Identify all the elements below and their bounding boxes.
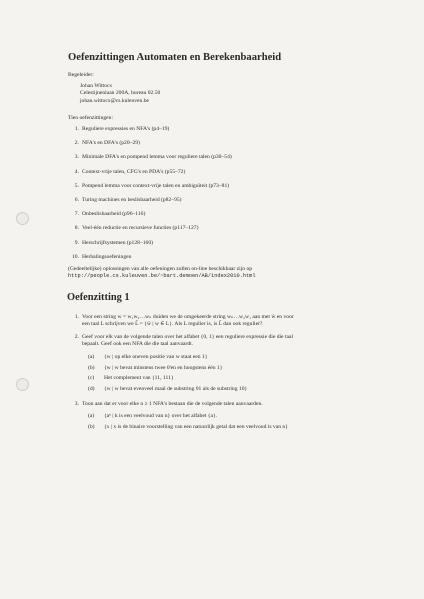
sub-item: (a) {w | op elke oneven positie van w staat een 1} — [88, 353, 208, 360]
punch-hole-top — [16, 212, 29, 225]
topic-item: 8. Veel-één reductie en recursieve functies (p117–127) — [74, 225, 199, 232]
topics-list — [68, 126, 368, 268]
solutions-url: http://people.cs.kuleuven.be/~bart.demoen/AB/index2010.html — [68, 273, 256, 280]
topic-item: 7. Onbeslisbaarheid (p96–116) — [74, 211, 146, 218]
exercise-body — [82, 334, 374, 397]
section-title: Oefenzitting 1 — [67, 292, 130, 303]
document-title: Oefenzittingen Automaten en Berekenbaarheid — [68, 52, 282, 63]
sub-item: (b) {x | x is de binaire voorstelling van een natuurlijk getal dat een veelvoud is van n} — [88, 424, 288, 431]
exercise-text-line: een taal L schrijven we L̂ = {ŵ | w ∈ L}. Als L regulier is, is L̂ dan ook regulier? — [82, 321, 263, 328]
solutions-note — [68, 266, 368, 281]
sub-item: (b) {w | w bevat minstens twee 0'en en hoogstens één 1} — [88, 364, 223, 371]
topics-intro: Tien oefenzittingen: — [68, 115, 114, 121]
supervisor-email: johan.wittocx@cs.kuleuven.be — [80, 97, 149, 104]
topic-item: 3. Minimale DFA's en pompend lemma voor reguliere talen (p30–54) — [74, 154, 232, 161]
supervisor-label: Begeleider: — [68, 72, 94, 78]
topic-item: 5. Pompend lemma voor context-vrije talen en ambiguïteit (p73–81) — [74, 182, 230, 189]
exercise-text-line: Geef voor elk van de volgende talen over het alfabet {0, 1} een reguliere expressie die die taal — [82, 334, 294, 340]
sub-item: (d) {w | w bevat evenveel maal de substring 01 als de substring 10} — [88, 385, 248, 392]
topic-item: 4. Context-vrije talen, CFG's en PDA's (p55–72) — [74, 168, 186, 175]
supervisor-block — [80, 83, 160, 105]
exercise-text-line: Voor een string w = w₁w₂…wₙ duiden we de omgekeerde string wₙ…w₂w₁ aan met ŵ en voor — [82, 314, 294, 320]
exercise-number: 1. — [74, 314, 79, 320]
topic-item: 6. Turing machines en beslisbaarheid (p82–95) — [74, 196, 182, 203]
supervisor-name: Johan Wittocx — [80, 83, 113, 89]
exercise-body — [82, 401, 374, 435]
topic-item: 10. Herhalingsoefeningen — [72, 253, 132, 260]
exercise-text-line: bepaalt. Geef ook een NFA die die taal aanvaardt. — [82, 341, 194, 348]
supervisor-address: Celestijnenlaan 200A, bureau 02.50 — [80, 90, 161, 97]
exercise-number: 2. — [74, 334, 79, 340]
punch-hole-bottom — [16, 378, 29, 391]
sub-item: (c) Het complement van {11, 111} — [88, 375, 174, 382]
exercise-text-line: Toon aan dat er voor elke n ≥ 1 NFA's bestaan die de volgende talen aanvaarden. — [82, 401, 263, 407]
solutions-note-text: (Gedeeltelijke) oplossingen van alle oefeningen zullen on-line beschikbaar zijn op — [68, 266, 253, 272]
topic-item: 2. NFA's en DFA's (p20–29) — [74, 140, 140, 147]
exercise-body — [82, 314, 374, 329]
topic-item: 1. Reguliere expressies en NFA's (p4–19) — [74, 126, 170, 132]
topic-item: 9. Herschrijfsystemen (p128–160) — [74, 239, 153, 246]
exercise-number: 3. — [74, 401, 79, 407]
sub-item: (a) {aᵏ | k is een veelvoud van n} over het alfabet {a}. — [88, 413, 218, 420]
